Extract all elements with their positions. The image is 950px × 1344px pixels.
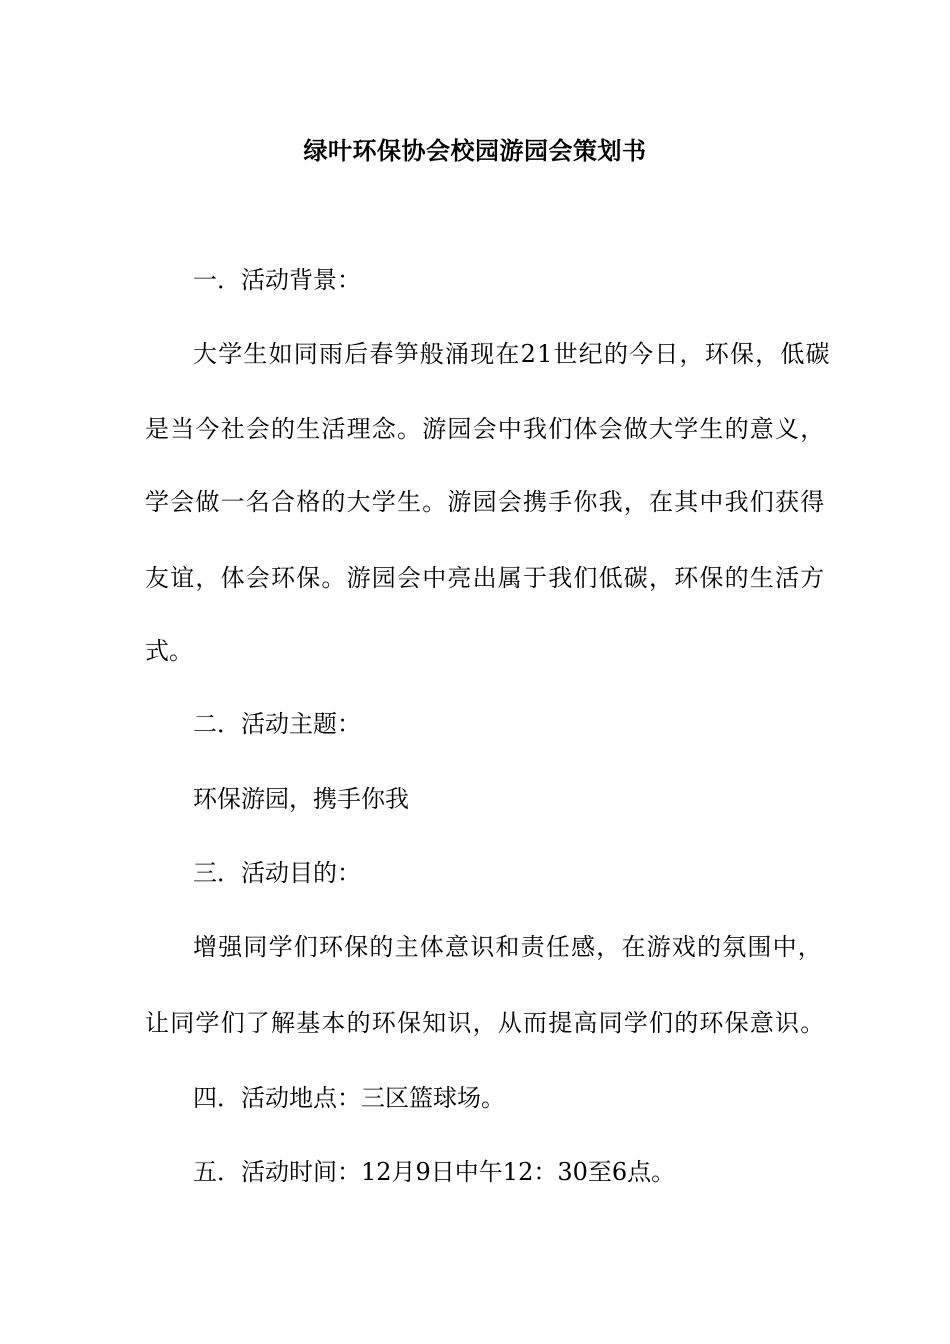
location-line: 四．活动地点：三区篮球场。	[193, 1084, 505, 1112]
paragraph-line: 增强同学们环保的主体意识和责任感，在游戏的氛围中，	[193, 933, 823, 961]
section-heading-background: 一．活动背景：	[193, 266, 361, 294]
paragraph-line: 让同学们了解基本的环保知识，从而提高同学们的环保意识。	[145, 1009, 826, 1037]
paragraph-line: 学会做一名合格的大学生。游园会携手你我，在其中我们获得	[145, 488, 826, 516]
document-title: 绿叶环保协会校园游园会策划书	[303, 136, 647, 165]
paragraph-line: 是当今社会的生活理念。游园会中我们体会做大学生的意义，	[145, 415, 826, 443]
section-heading-theme: 二．活动主题：	[193, 710, 361, 738]
theme-text: 环保游园，携手你我	[193, 785, 409, 813]
paragraph-line: 大学生如同雨后春笋般涌现在21世纪的今日，环保，低碳	[193, 340, 831, 368]
time-line: 五．活动时间：12月9日中午12：30至6点。	[193, 1158, 676, 1186]
paragraph-line: 式。	[145, 637, 193, 665]
paragraph-line: 友谊，体会环保。游园会中亮出属于我们低碳，环保的生活方	[145, 564, 826, 592]
section-heading-purpose: 三．活动目的：	[193, 859, 361, 887]
